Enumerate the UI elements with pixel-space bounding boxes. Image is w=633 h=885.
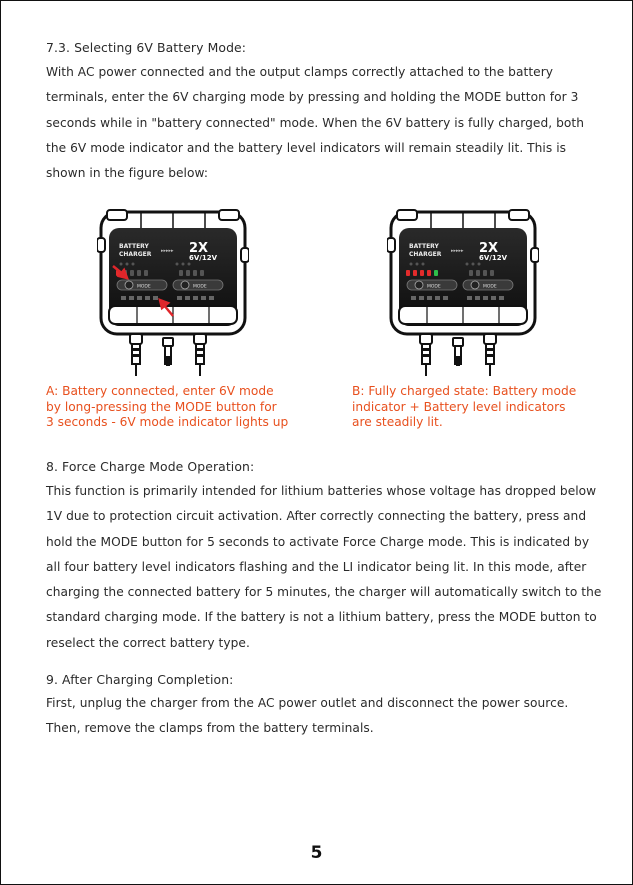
section-8-body: This function is primarily intended for lithium batteries whose voltage has dropped below 1V due to protection circuit activation. After correctly connecting the battery, press and hold the MODE button for 5 seconds to activate Force Charge mode. This is indicated by all four battery level indicators flashing and the LI indicator being lit. In this mode, after charging the connected battery for 5 minutes, the charger will automatically switch to the standard charging mode. If the battery is not a lithium battery, press the MODE button to reselect the correct battery type. — [46, 484, 602, 650]
panel-voltage: 6V/12V — [479, 254, 508, 262]
caption-a — [46, 384, 326, 431]
panel-brand: 2X — [189, 241, 209, 256]
led-6v-mode — [406, 270, 410, 276]
panel-voltage: 6V/12V — [189, 254, 218, 262]
panel-title-line1: BATTERY — [119, 243, 149, 250]
mode-label-right: MODE — [483, 284, 497, 290]
caption-b-line2: indicator + Battery level indicators — [352, 399, 566, 414]
caption-b — [352, 384, 612, 431]
section-9-heading: 9. After Charging Completion: — [46, 672, 234, 687]
section-8-heading: 8. Force Charge Mode Operation: — [46, 459, 255, 474]
section-7-3-heading: 7.3. Selecting 6V Battery Mode: — [46, 40, 247, 55]
svg-text:▸▸▸▸▸: ▸▸▸▸▸ — [451, 248, 464, 254]
mode-label-right: MODE — [193, 284, 207, 290]
panel-brand: 2X — [479, 241, 499, 256]
panel-title-line2: CHARGER — [409, 251, 442, 258]
charger-image-b — [387, 208, 539, 376]
charger-image-a — [97, 208, 249, 376]
caption-a-line3: 3 seconds - 6V mode indicator lights up — [46, 415, 289, 429]
mode-label-left: MODE — [137, 284, 151, 290]
mode-label-left: MODE — [427, 284, 441, 290]
section-9-body: First, unplug the charger from the AC power outlet and disconnect the power source. Then, remove the clamps from the battery terminals. — [46, 696, 569, 736]
caption-a-line1: A: Battery connected, enter 6V mode — [46, 384, 274, 398]
panel-title-line2: CHARGER — [119, 251, 152, 258]
caption-b-line3: are steadily lit. — [352, 415, 443, 429]
caption-b-line1: B: Fully charged state: Battery mode — [352, 384, 577, 398]
section-7-3-body: With AC power connected and the output clamps correctly attached to the battery terminals, enter the 6V charging mode by pressing and holding the MODE button for 3 seconds while in "battery connected" mode. When the 6V battery is fully charged, both the 6V mode indicator and the battery level indicators will remain steadily lit. This is shown in the figure below: — [46, 65, 584, 181]
svg-text:▸▸▸▸▸: ▸▸▸▸▸ — [161, 248, 174, 254]
panel-title-line1: BATTERY — [409, 243, 439, 250]
page-number: 5 — [310, 843, 323, 863]
caption-a-line2: by long-pressing the MODE button for — [46, 399, 277, 414]
